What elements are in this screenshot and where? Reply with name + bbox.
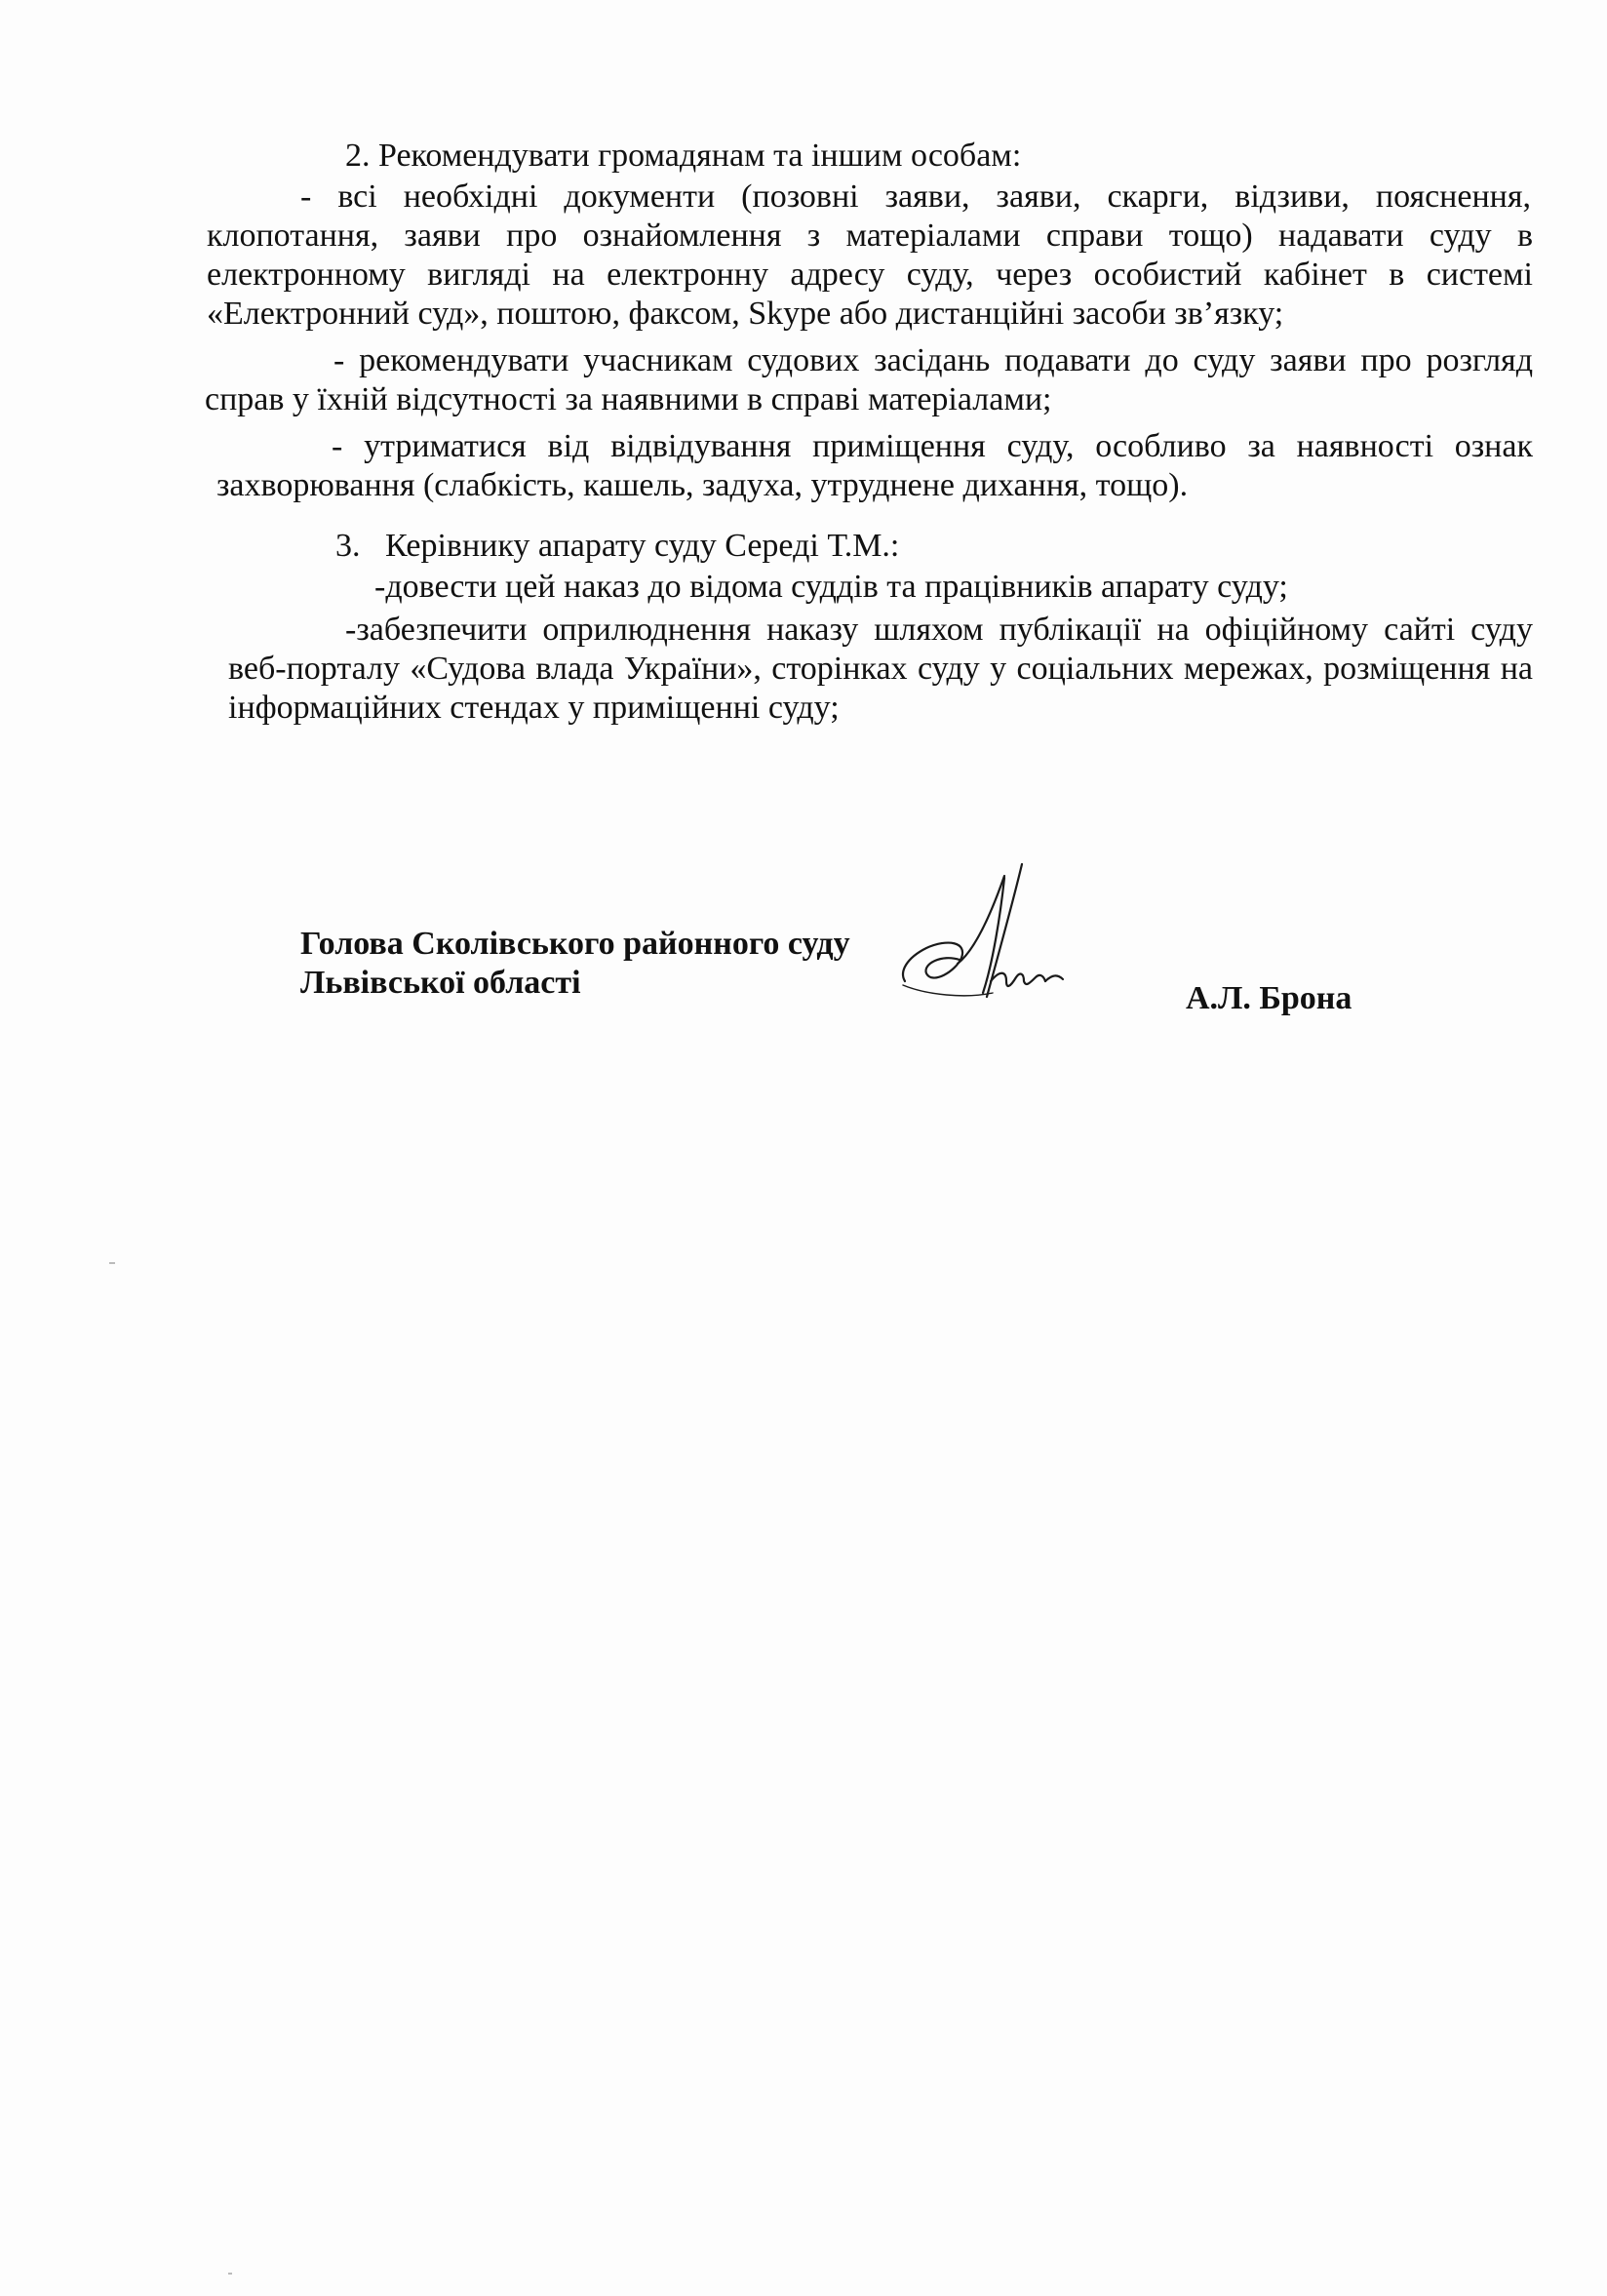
section2-heading: 2. Рекомендувати громадянам та іншим особам: — [345, 138, 1022, 174]
section2-bullet3-line2: захворювання (слабкість, кашель, задуха, утруднене дихання, тощо). — [216, 467, 1189, 503]
signature-position-line2: Львівської області — [300, 965, 581, 1001]
section3-item2-line3: інформаційних стендах у приміщенні суду; — [228, 690, 840, 726]
scan-speck — [109, 1262, 115, 1264]
section2-bullet3-line1: - утриматися від відвідування приміщення суду, особливо за наявності ознак — [332, 428, 1533, 464]
scan-speck — [228, 2273, 232, 2275]
section3-item1: -довести цей наказ до відома суддів та працівників апарату суду; — [374, 569, 1288, 605]
section2-bullet1-line2: клопотання, заяви про ознайомлення з матеріалами справи тощо) надавати суду в — [207, 218, 1533, 254]
section2-bullet2-line2: справ у їхній відсутності за наявними в справі матеріалами; — [205, 381, 1052, 417]
section2-bullet1-line4: «Електронний суд», поштою, факсом, Skype або дистанційні засоби зв’язку; — [207, 296, 1284, 332]
handwritten-signature — [897, 856, 1121, 1012]
section2-bullet2-line1: - рекомендувати учасникам судових засідань подавати до суду заяви про розгляд — [333, 342, 1533, 378]
signatory-name: А.Л. Брона — [1186, 980, 1352, 1016]
section3-item2-line2: веб-порталу «Судова влада України», сторінках суду у соціальних мережах, розміщення на — [228, 651, 1533, 687]
signature-position-line1: Голова Сколівського районного суду — [300, 926, 850, 962]
section3-heading: 3. Керівнику апарату суду Середі Т.М.: — [335, 528, 900, 564]
section3-item2-line1: -забезпечити оприлюднення наказу шляхом публікації на офіційному сайті суду — [345, 612, 1533, 648]
section2-bullet1-line3: електронному вигляді на електронну адресу суду, через особистий кабінет в системі — [207, 257, 1533, 293]
section2-bullet1-line1: - всі необхідні документи (позовні заяви, заяви, скарги, відзиви, пояснення, — [300, 178, 1531, 215]
